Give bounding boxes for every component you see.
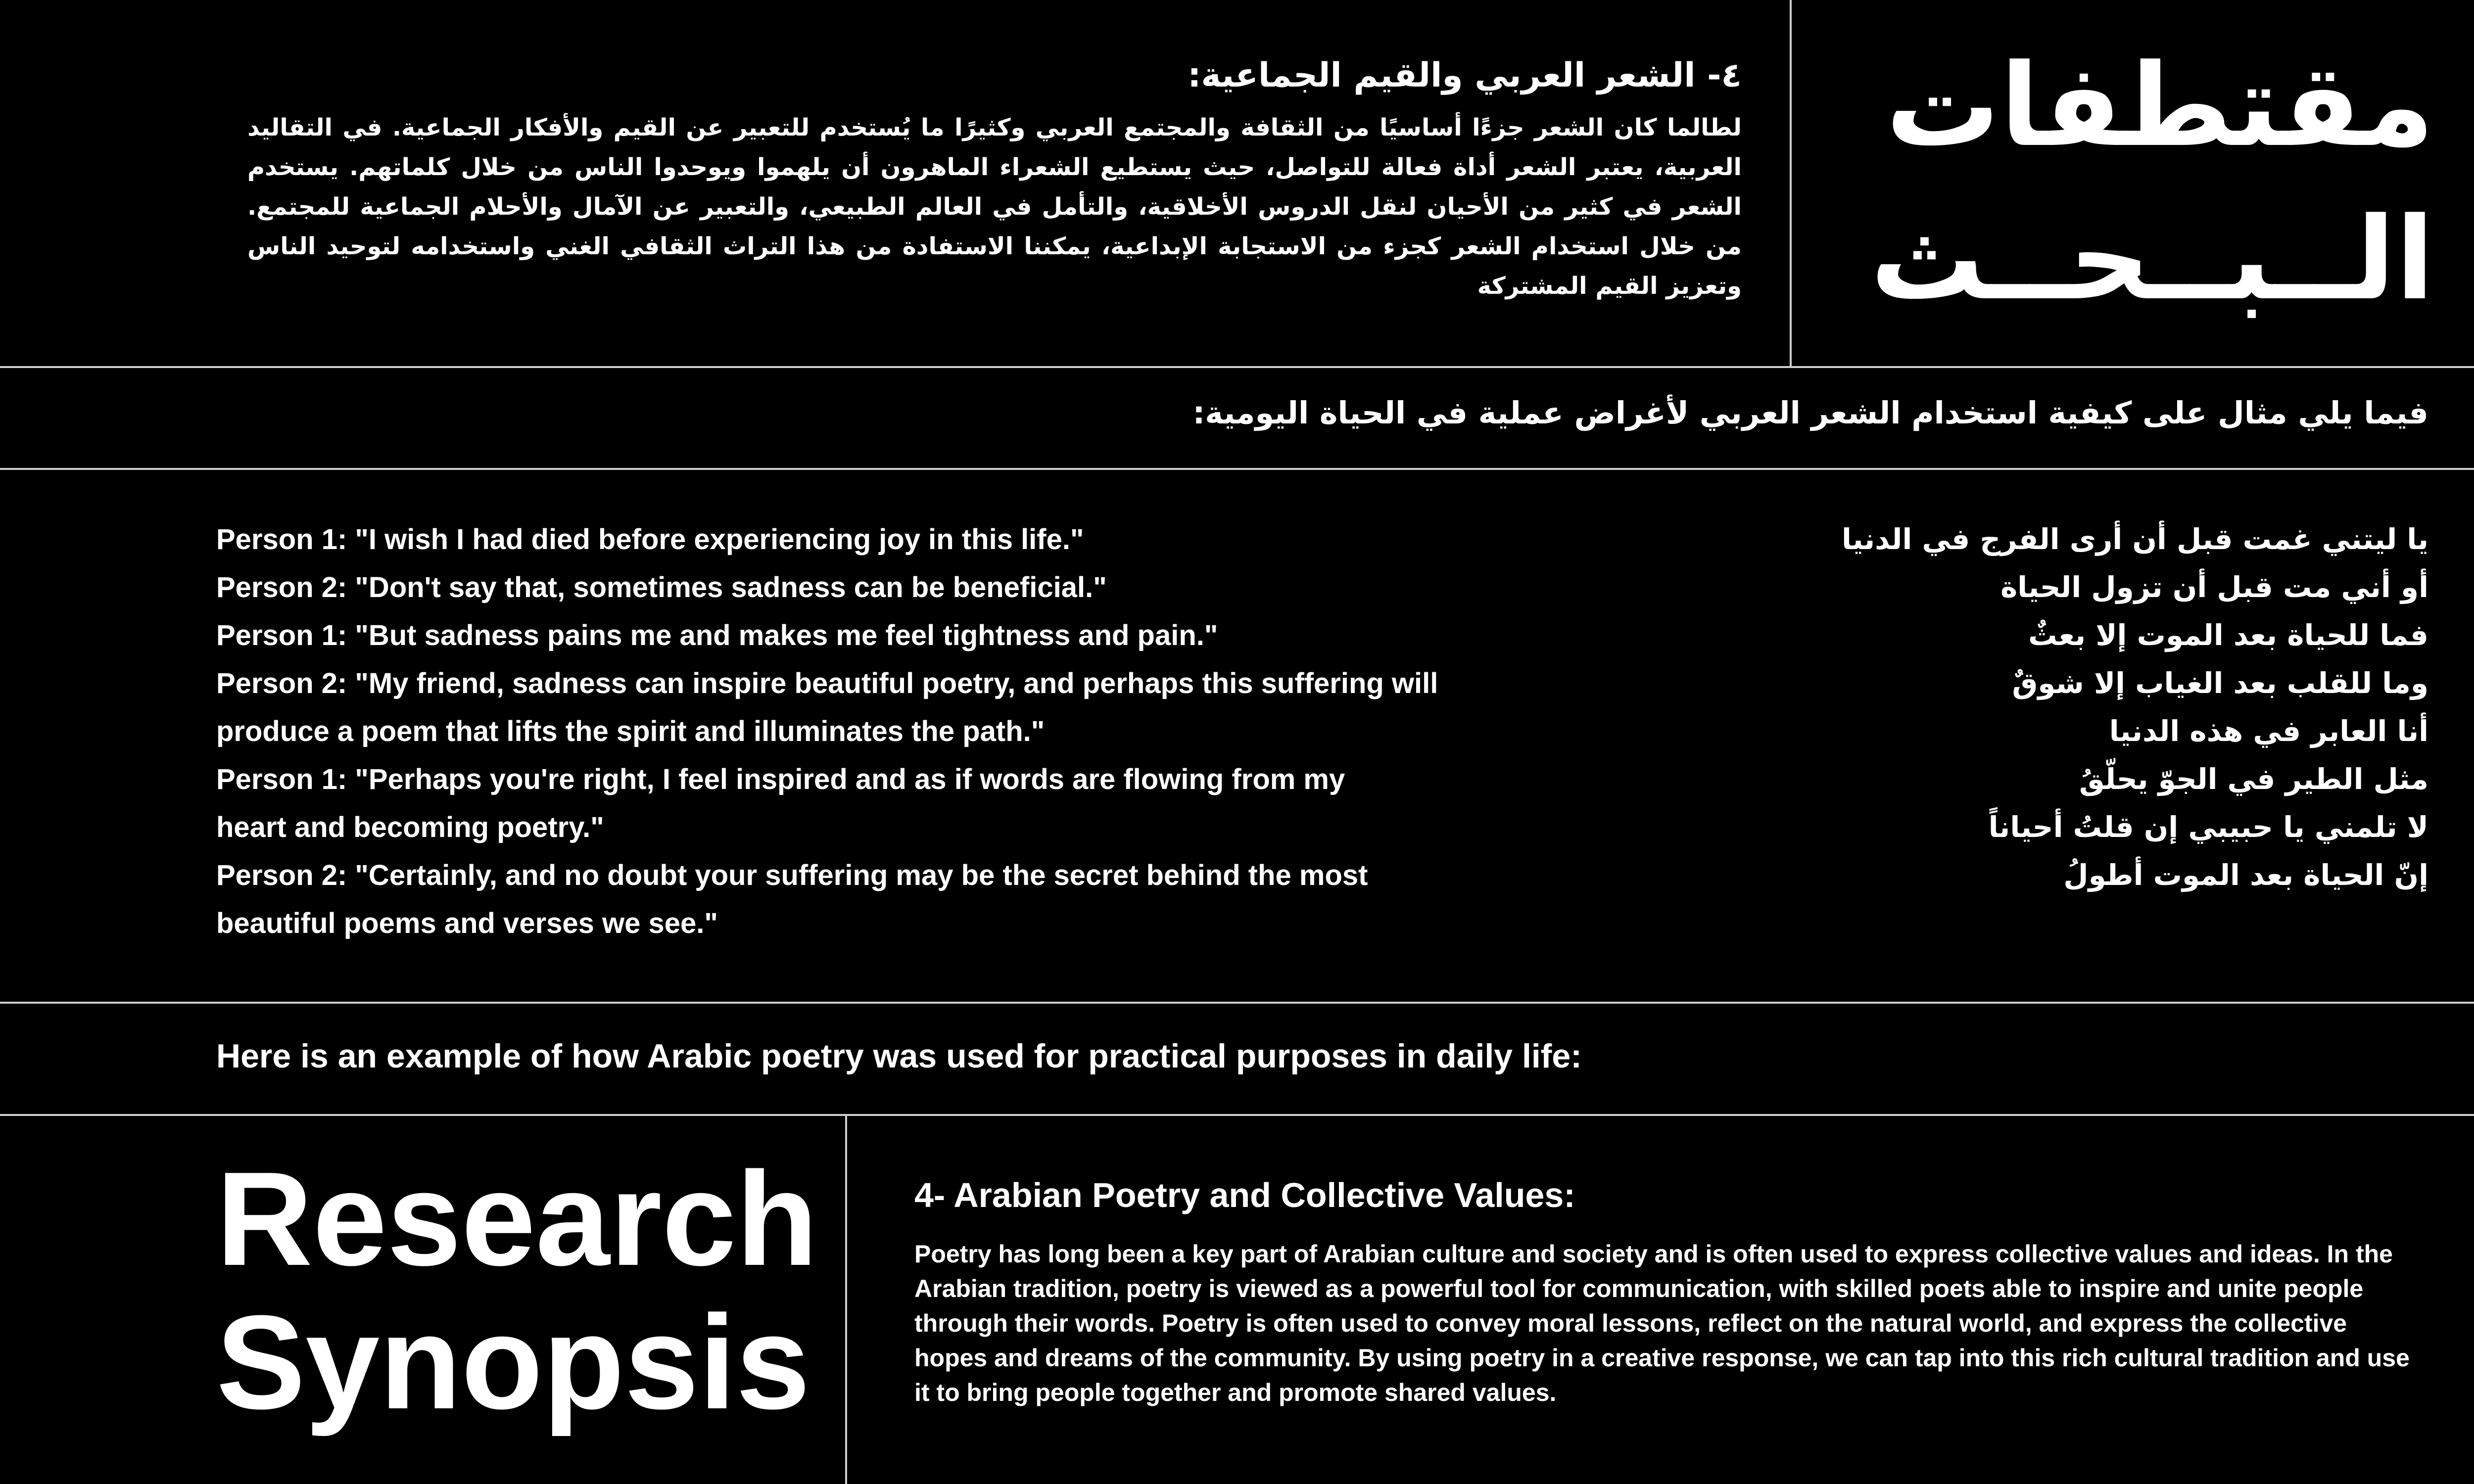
divider-horizontal-2 [0,468,2474,470]
arabic-poem [1761,515,2428,899]
poem-verse: إنّ الحياة بعد الموت أطولُ [2063,858,2428,892]
poem-verse: أو أني مت قبل أن تزول الحياة [2000,570,2428,604]
poem-verse: وما للقلب بعد الغياب إلا شوقٌ [2012,666,2428,700]
arabic-section-heading: ٤- الشعر العربي والقيم الجماعية: [1188,56,1742,95]
poem-verse: فما للحياة بعد الموت إلا بعثٌ [2028,618,2428,652]
divider-vertical-bottom [845,1115,847,1484]
divider-horizontal-4 [0,1114,2474,1116]
arabic-example-intro: فيما يلي مثال على كيفية استخدام الشعر العربي لأغراض عملية في الحياة اليومية: [1192,395,2428,431]
dialogue-line: Person 2: "Certainly, and no doubt your suffering may be the secret behind the most beautiful poems and verses we see." [216,859,1368,939]
divider-vertical-top [1790,0,1792,367]
english-title [216,1145,830,1437]
english-title-line-2: Synopsis [216,1288,810,1437]
dialogue-line: Person 1: "But sadness pains me and makes me feel tightness and pain." [216,619,1218,651]
arabic-title-line-1: مقتطفات [1886,40,2434,172]
arabic-section-paragraph: لطالما كان الشعر جزءًا أساسيًا من الثقافة والمجتمع العربي وكثيرًا ما يُستخدم للتعبير عن القيم والأفكار الجماعية. في التقاليد العربية، يعتبر الشعر أداة فعالة للتواصل، حيث يستطيع الشعراء الماهرون أن يلهموا ويوحدوا الناس من خلال كلماتهم. يستخدم الشعر في كثير من الأحيان لنقل الدروس الأخلاقية، والتأمل في العالم الطبيعي، والتعبير عن الآمال والأحلام الجماعية للمجتمع. من خلال استخدام الشعر كجزء من الاستجابة الإبداعية، يمكننا الاستفادة من هذا التراث الثقافي الغني واستخدامه لتوحيد الناس وتعزيز القيم المشتركة [247,114,1742,300]
arabic-title [1851,30,2434,336]
dialogue-line: Person 1: "I wish I had died before experiencing joy in this life." [216,523,1084,556]
dialogue-line: Person 2: "My friend, sadness can inspire beautiful poetry, and perhaps this suffering will produce a poem that lifts the spirit and illuminates the path." [216,667,1438,747]
dialogue-line: Person 2: "Don't say that, sometimes sadness can be beneficial." [216,571,1107,603]
dialogue-line: Person 1: "Perhaps you're right, I feel inspired and as if words are flowing from my heart and becoming poetry." [216,763,1345,843]
poem-verse: أنا العابر في هذه الدنيا [2109,714,2428,748]
dialogue-block [216,515,1503,947]
poem-verse: مثل الطير في الجوّ يحلّقُ [2079,762,2428,796]
poem-verse: يا ليتني غمت قبل أن أرى الفرج في الدنيا [1841,522,2428,556]
poem-verse: لا تلمني يا حبيبي إن قلتُ أحياناً [1988,810,2428,844]
english-section-heading: 4- Arabian Poetry and Collective Values: [914,1176,1575,1214]
english-title-line-1: Research [216,1145,818,1294]
arabic-title-line-2: الــبــحــث [1870,193,2434,325]
english-section-paragraph: Poetry has long been a key part of Arabian culture and society and is often used to express collective values and ideas. In the Arabian tradition, poetry is viewed as a powerful tool for communication, with skilled poets able to inspire and unite people through their words. Poetry is often used to convey moral lessons, reflect on the natural world, and express the collective hopes and dreams of the community. By using poetry in a creative response, we can tap into this rich cultural tradition and use it to bring people together and promote shared values. [914,1240,2410,1406]
divider-horizontal-1 [0,366,2474,368]
english-example-intro: Here is an example of how Arabic poetry was used for practical purposes in daily life: [216,1037,1582,1075]
divider-horizontal-3 [0,1002,2474,1004]
